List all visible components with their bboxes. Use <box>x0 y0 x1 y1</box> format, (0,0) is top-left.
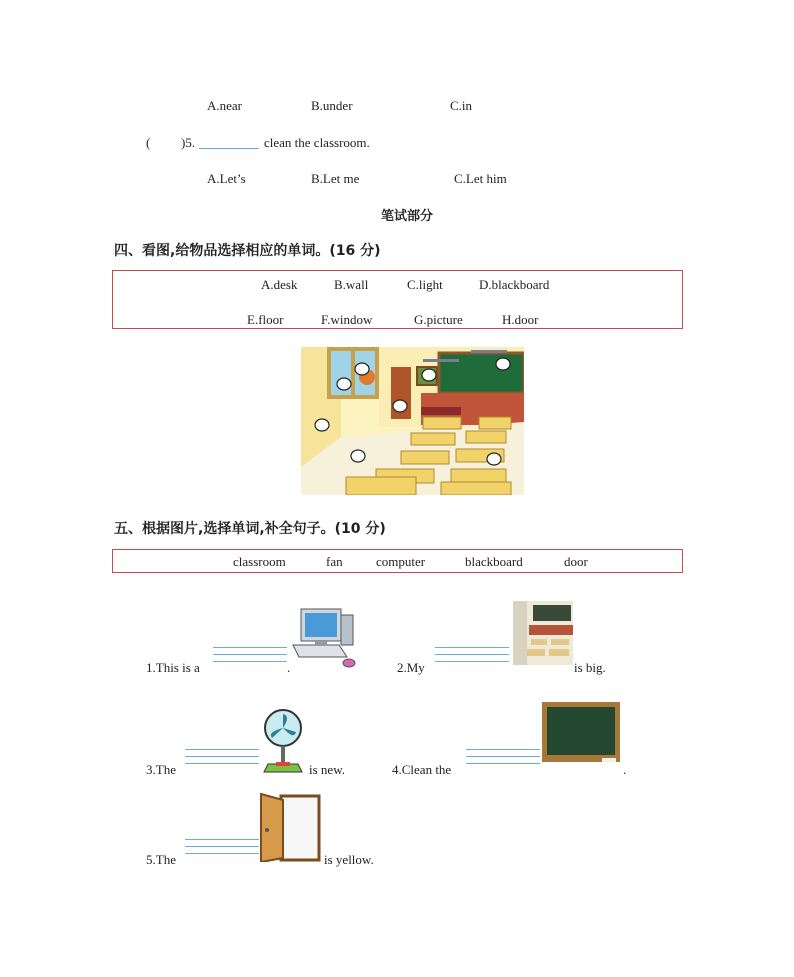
word-option: computer <box>376 554 426 569</box>
word-option: F.window <box>321 312 373 327</box>
fan-picture <box>258 708 308 774</box>
q5-option-a: A.Let’s <box>207 171 246 186</box>
word-option: B.wall <box>334 277 369 292</box>
word-option: A.desk <box>261 277 298 292</box>
section5-title: 五、根据图片,选择单词,补全句子。(10 分) <box>114 521 386 537</box>
section4-title: 四、看图,给物品选择相应的单词。(16 分) <box>114 243 381 259</box>
sentence4-prefix: 4.Clean the <box>392 762 452 777</box>
word-option: H.door <box>502 312 539 327</box>
answer-paren-open: ( <box>146 135 151 150</box>
section4-word-box <box>112 270 683 329</box>
sentence2-prefix: 2.My <box>397 660 425 675</box>
computer-picture <box>289 605 361 671</box>
q4-option-b: B.under <box>311 98 353 113</box>
sentence5-prefix: 5.The <box>146 852 176 867</box>
q4-option-c: C.in <box>450 98 473 113</box>
section5-word-box <box>112 549 683 573</box>
q5-blank[interactable] <box>199 148 259 149</box>
sentence2-blank[interactable] <box>435 647 509 668</box>
word-option: C.light <box>407 277 443 292</box>
sentence1-prefix: 1.This is a <box>146 660 200 675</box>
q4-option-a: A.near <box>207 98 243 113</box>
sentence3-prefix: 3.The <box>146 762 176 777</box>
word-option: fan <box>326 554 343 569</box>
q5-option-b: B.Let me <box>311 171 360 186</box>
word-option: E.floor <box>247 312 284 327</box>
sentence1-blank[interactable] <box>213 647 287 668</box>
classroom-picture <box>301 347 524 495</box>
word-option: classroom <box>233 554 286 569</box>
word-option: door <box>564 554 588 569</box>
door-picture <box>259 792 321 862</box>
word-option: blackboard <box>465 554 523 569</box>
sentence4-suffix: . <box>623 762 627 777</box>
answer-paren-close: )5. <box>181 135 196 150</box>
sentence5-suffix: is yellow. <box>324 852 374 867</box>
sentence3-blank[interactable] <box>185 749 259 770</box>
blackboard-picture <box>542 702 622 766</box>
q5-option-c: C.Let him <box>454 171 507 186</box>
sentence5-blank[interactable] <box>185 839 259 860</box>
sentence3-suffix: is new. <box>309 762 345 777</box>
sentence4-blank[interactable] <box>466 749 540 770</box>
sentence1-suffix: . <box>287 660 291 675</box>
q5-text: clean the classroom. <box>264 135 370 150</box>
classroom-photo <box>513 601 573 665</box>
word-option: D.blackboard <box>479 277 550 292</box>
word-option: G.picture <box>414 312 463 327</box>
sentence2-suffix: is big. <box>574 660 606 675</box>
written-section-title: 笔试部分 <box>381 209 434 224</box>
